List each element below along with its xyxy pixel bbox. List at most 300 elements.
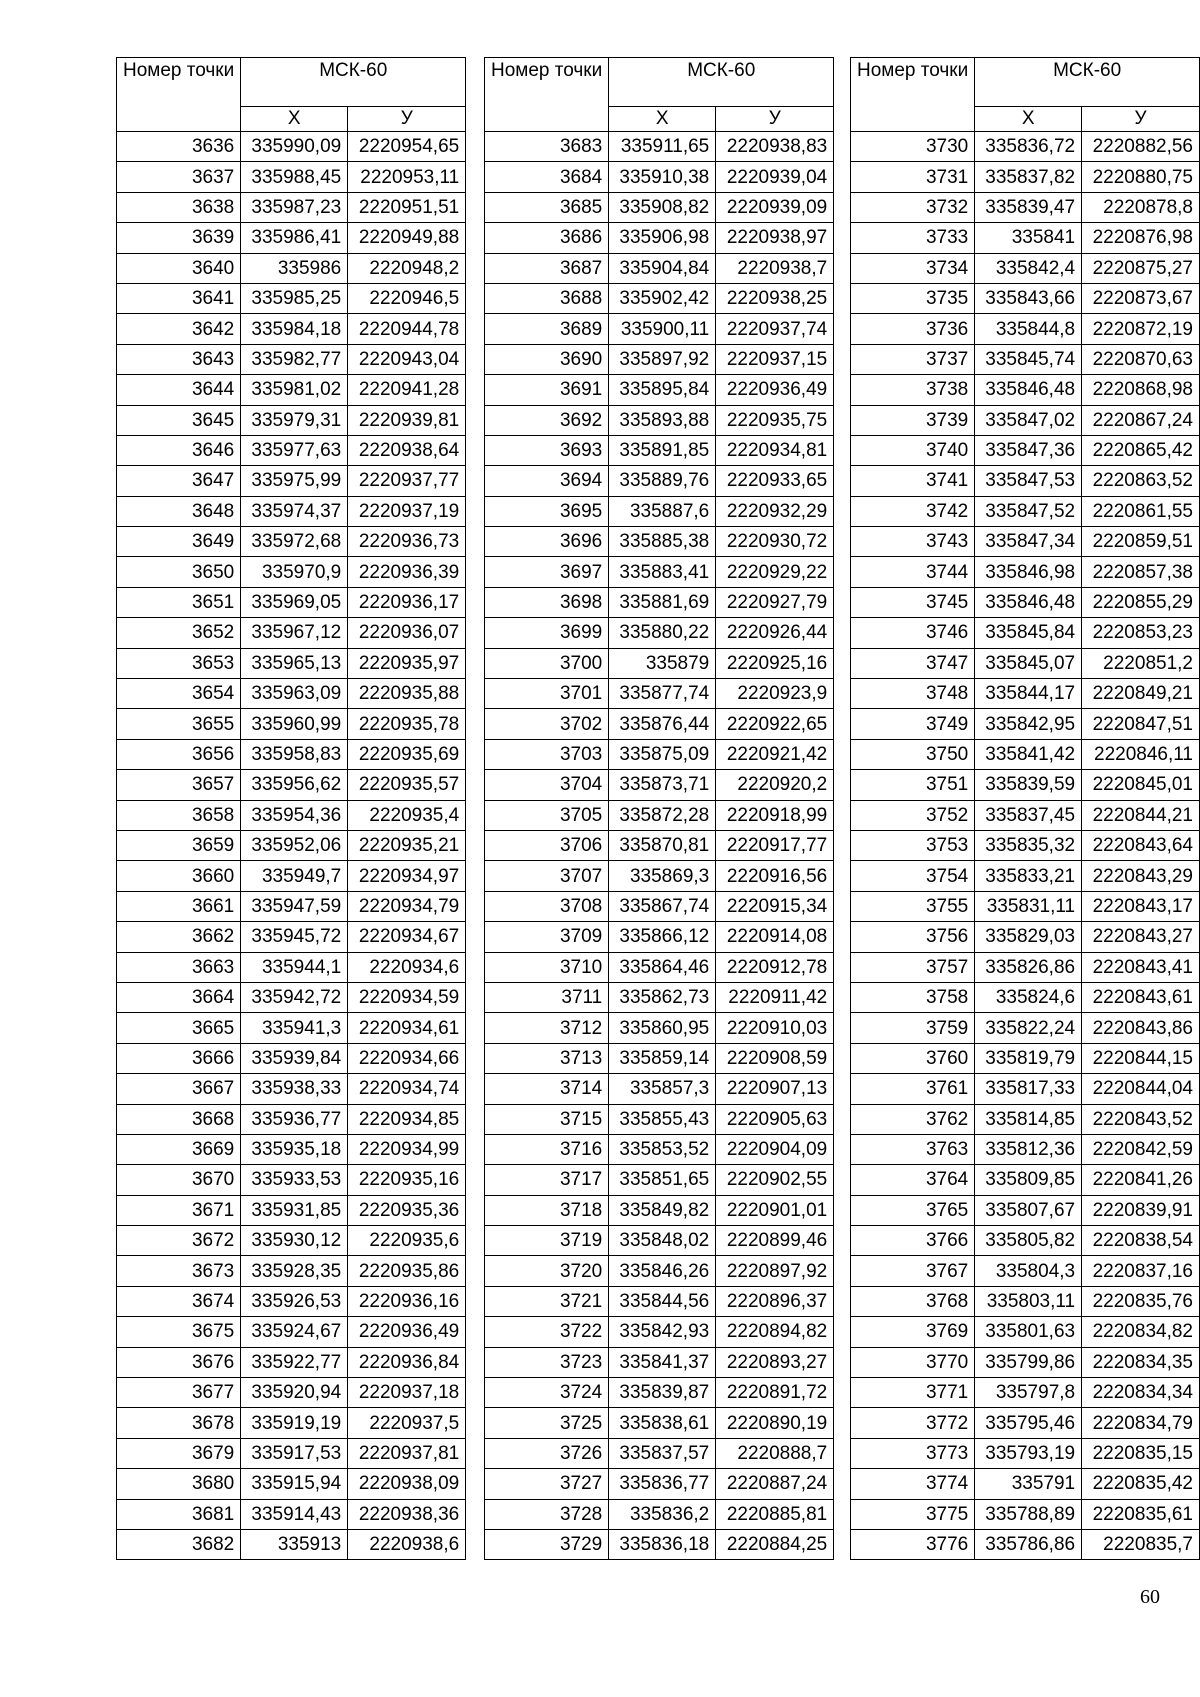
point-number-cell: 3692 — [485, 405, 609, 435]
point-number-cell: 3644 — [117, 375, 241, 405]
y-coordinate-cell: 2220890,19 — [716, 1408, 834, 1438]
y-coordinate-cell: 2220935,16 — [348, 1165, 466, 1195]
point-number-cell: 3722 — [485, 1317, 609, 1347]
table-row — [117, 192, 466, 222]
y-coordinate-cell: 2220843,64 — [1082, 830, 1200, 860]
table-row — [851, 618, 1200, 648]
point-number-cell: 3762 — [851, 1104, 975, 1134]
y-coordinate-cell: 2220935,21 — [348, 830, 466, 860]
x-coordinate-cell: 335844,8 — [975, 314, 1082, 344]
point-number-cell: 3764 — [851, 1165, 975, 1195]
point-number-cell: 3720 — [485, 1256, 609, 1286]
point-number-cell: 3728 — [485, 1499, 609, 1529]
y-coordinate-cell: 2220937,19 — [348, 496, 466, 526]
x-coordinate-cell: 335914,43 — [241, 1499, 348, 1529]
x-coordinate-cell: 335824,6 — [975, 982, 1082, 1012]
table-row — [485, 1104, 834, 1134]
y-coordinate-cell: 2220925,16 — [716, 648, 834, 678]
x-coordinate-cell: 335835,32 — [975, 830, 1082, 860]
table-row — [117, 1499, 466, 1529]
x-coordinate-cell: 335837,45 — [975, 800, 1082, 830]
y-coordinate-cell: 2220844,15 — [1082, 1043, 1200, 1073]
x-coordinate-cell: 335969,05 — [241, 587, 348, 617]
table-row — [485, 770, 834, 800]
x-coordinate-cell: 335786,86 — [975, 1529, 1082, 1559]
y-coordinate-cell: 2220930,72 — [716, 527, 834, 557]
y-coordinate-cell: 2220935,78 — [348, 709, 466, 739]
table-row — [851, 679, 1200, 709]
x-coordinate-cell: 335809,85 — [975, 1165, 1082, 1195]
point-number-cell: 3734 — [851, 253, 975, 283]
y-coordinate-cell: 2220949,88 — [348, 223, 466, 253]
x-coordinate-cell: 335822,24 — [975, 1013, 1082, 1043]
table-row — [485, 1286, 834, 1316]
x-column-header: X — [241, 107, 348, 132]
table-row — [485, 952, 834, 982]
point-number-cell: 3766 — [851, 1226, 975, 1256]
x-coordinate-cell: 335919,19 — [241, 1408, 348, 1438]
point-number-cell: 3769 — [851, 1317, 975, 1347]
y-coordinate-cell: 2220923,9 — [716, 679, 834, 709]
y-coordinate-cell: 2220876,98 — [1082, 223, 1200, 253]
x-coordinate-cell: 335985,25 — [241, 283, 348, 313]
point-number-cell: 3639 — [117, 223, 241, 253]
table-row — [117, 1408, 466, 1438]
point-number-cell: 3735 — [851, 283, 975, 313]
point-number-cell: 3706 — [485, 830, 609, 860]
point-number-cell: 3636 — [117, 132, 241, 162]
point-number-cell: 3657 — [117, 770, 241, 800]
y-coordinate-cell: 2220834,35 — [1082, 1347, 1200, 1377]
x-coordinate-cell: 335841 — [975, 223, 1082, 253]
y-coordinate-cell: 2220839,91 — [1082, 1195, 1200, 1225]
table-row — [851, 1438, 1200, 1468]
x-column-header: X — [609, 107, 716, 132]
y-coordinate-cell: 2220953,11 — [348, 162, 466, 192]
y-coordinate-cell: 2220934,99 — [348, 1134, 466, 1164]
point-number-cell: 3676 — [117, 1347, 241, 1377]
table-row — [851, 314, 1200, 344]
y-coordinate-cell: 2220935,57 — [348, 770, 466, 800]
x-coordinate-cell: 335938,33 — [241, 1074, 348, 1104]
table-row — [117, 405, 466, 435]
point-number-cell: 3683 — [485, 132, 609, 162]
point-number-cell: 3726 — [485, 1438, 609, 1468]
y-coordinate-cell: 2220907,13 — [716, 1074, 834, 1104]
point-number-cell: 3738 — [851, 375, 975, 405]
point-number-cell: 3740 — [851, 435, 975, 465]
table-row — [485, 132, 834, 162]
table-row — [485, 830, 834, 860]
x-coordinate-cell: 335862,73 — [609, 982, 716, 1012]
y-coordinate-cell: 2220882,56 — [1082, 132, 1200, 162]
x-coordinate-cell: 335990,09 — [241, 132, 348, 162]
point-number-cell: 3752 — [851, 800, 975, 830]
table-row — [485, 1165, 834, 1195]
y-coordinate-cell: 2220846,11 — [1082, 739, 1200, 769]
point-number-cell: 3661 — [117, 891, 241, 921]
point-number-cell: 3665 — [117, 1013, 241, 1043]
table-row — [851, 1104, 1200, 1134]
table-row — [117, 375, 466, 405]
y-coordinate-cell: 2220855,29 — [1082, 587, 1200, 617]
x-coordinate-cell: 335833,21 — [975, 861, 1082, 891]
x-coordinate-cell: 335917,53 — [241, 1438, 348, 1468]
x-coordinate-cell: 335924,67 — [241, 1317, 348, 1347]
x-coordinate-cell: 335883,41 — [609, 557, 716, 587]
point-number-cell: 3652 — [117, 618, 241, 648]
point-number-cell: 3770 — [851, 1347, 975, 1377]
x-coordinate-cell: 335847,36 — [975, 435, 1082, 465]
table-row — [117, 344, 466, 374]
x-coordinate-cell: 335845,74 — [975, 344, 1082, 374]
y-coordinate-cell: 2220835,15 — [1082, 1438, 1200, 1468]
table-row — [117, 1013, 466, 1043]
x-coordinate-cell: 335963,09 — [241, 679, 348, 709]
x-coordinate-cell: 335944,1 — [241, 952, 348, 982]
y-coordinate-cell: 2220927,79 — [716, 587, 834, 617]
y-coordinate-cell: 2220917,77 — [716, 830, 834, 860]
x-coordinate-cell: 335981,02 — [241, 375, 348, 405]
point-number-cell: 3710 — [485, 952, 609, 982]
point-number-cell: 3671 — [117, 1195, 241, 1225]
table-row — [117, 1043, 466, 1073]
point-number-cell: 3686 — [485, 223, 609, 253]
table-row — [485, 709, 834, 739]
point-number-cell: 3655 — [117, 709, 241, 739]
y-coordinate-cell: 2220938,64 — [348, 435, 466, 465]
y-coordinate-cell: 2220936,49 — [348, 1317, 466, 1347]
point-number-cell: 3772 — [851, 1408, 975, 1438]
y-coordinate-cell: 2220845,01 — [1082, 770, 1200, 800]
x-coordinate-cell: 335837,57 — [609, 1438, 716, 1468]
point-number-cell: 3678 — [117, 1408, 241, 1438]
table-row — [485, 527, 834, 557]
table-row — [851, 1074, 1200, 1104]
y-coordinate-cell: 2220891,72 — [716, 1378, 834, 1408]
point-number-cell: 3746 — [851, 618, 975, 648]
point-number-cell: 3714 — [485, 1074, 609, 1104]
point-number-cell: 3662 — [117, 922, 241, 952]
table-row — [117, 1347, 466, 1377]
point-number-cell: 3760 — [851, 1043, 975, 1073]
point-number-cell: 3637 — [117, 162, 241, 192]
y-coordinate-cell: 2220861,55 — [1082, 496, 1200, 526]
y-coordinate-cell: 2220937,77 — [348, 466, 466, 496]
y-coordinate-cell: 2220938,09 — [348, 1469, 466, 1499]
x-coordinate-cell: 335986,41 — [241, 223, 348, 253]
table-row — [851, 1165, 1200, 1195]
table-row — [485, 1195, 834, 1225]
point-number-cell: 3759 — [851, 1013, 975, 1043]
table-row — [485, 1529, 834, 1559]
point-number-cell: 3745 — [851, 587, 975, 617]
point-number-cell: 3753 — [851, 830, 975, 860]
x-coordinate-cell: 335836,2 — [609, 1499, 716, 1529]
x-coordinate-cell: 335842,93 — [609, 1317, 716, 1347]
y-coordinate-cell: 2220926,44 — [716, 618, 834, 648]
table-row — [485, 1408, 834, 1438]
y-coordinate-cell: 2220908,59 — [716, 1043, 834, 1073]
y-coordinate-cell: 2220841,26 — [1082, 1165, 1200, 1195]
table-row — [117, 1469, 466, 1499]
x-coordinate-cell: 335939,84 — [241, 1043, 348, 1073]
y-coordinate-cell: 2220870,63 — [1082, 344, 1200, 374]
table-row — [851, 648, 1200, 678]
x-coordinate-cell: 335879 — [609, 648, 716, 678]
y-coordinate-cell: 2220948,2 — [348, 253, 466, 283]
y-coordinate-cell: 2220872,19 — [1082, 314, 1200, 344]
x-coordinate-cell: 335975,99 — [241, 466, 348, 496]
point-number-cell: 3774 — [851, 1469, 975, 1499]
table-row — [485, 496, 834, 526]
table-row — [851, 1529, 1200, 1559]
point-number-cell: 3717 — [485, 1165, 609, 1195]
y-coordinate-cell: 2220899,46 — [716, 1226, 834, 1256]
y-coordinate-cell: 2220851,2 — [1082, 648, 1200, 678]
table-row — [851, 1378, 1200, 1408]
y-coordinate-cell: 2220837,16 — [1082, 1256, 1200, 1286]
point-number-cell: 3773 — [851, 1438, 975, 1468]
table-row — [485, 1043, 834, 1073]
table-row — [485, 982, 834, 1012]
x-coordinate-cell: 335848,02 — [609, 1226, 716, 1256]
x-coordinate-cell: 335911,65 — [609, 132, 716, 162]
x-coordinate-cell: 335928,35 — [241, 1256, 348, 1286]
table-row — [117, 952, 466, 982]
table-row — [117, 618, 466, 648]
point-number-cell: 3673 — [117, 1256, 241, 1286]
point-number-cell: 3765 — [851, 1195, 975, 1225]
coordinate-system-header: МСК-60 — [609, 58, 834, 107]
y-coordinate-cell: 2220941,28 — [348, 375, 466, 405]
table-row — [851, 1286, 1200, 1316]
y-coordinate-cell: 2220936,39 — [348, 557, 466, 587]
point-number-cell: 3704 — [485, 770, 609, 800]
x-coordinate-cell: 335799,86 — [975, 1347, 1082, 1377]
y-coordinate-cell: 2220934,6 — [348, 952, 466, 982]
point-number-cell: 3743 — [851, 527, 975, 557]
table-row — [851, 800, 1200, 830]
x-coordinate-cell: 335829,03 — [975, 922, 1082, 952]
x-coordinate-cell: 335982,77 — [241, 344, 348, 374]
x-coordinate-cell: 335841,42 — [975, 739, 1082, 769]
y-coordinate-cell: 2220937,15 — [716, 344, 834, 374]
table-row — [485, 891, 834, 921]
y-coordinate-cell: 2220936,17 — [348, 587, 466, 617]
point-number-cell: 3689 — [485, 314, 609, 344]
x-coordinate-cell: 335795,46 — [975, 1408, 1082, 1438]
x-coordinate-cell: 335844,56 — [609, 1286, 716, 1316]
y-coordinate-cell: 2220893,27 — [716, 1347, 834, 1377]
x-coordinate-cell: 335839,87 — [609, 1378, 716, 1408]
point-number-cell: 3739 — [851, 405, 975, 435]
x-coordinate-cell: 335972,68 — [241, 527, 348, 557]
point-number-cell: 3761 — [851, 1074, 975, 1104]
y-coordinate-cell: 2220835,7 — [1082, 1529, 1200, 1559]
y-coordinate-cell: 2220935,4 — [348, 800, 466, 830]
point-number-cell: 3684 — [485, 162, 609, 192]
y-coordinate-cell: 2220835,61 — [1082, 1499, 1200, 1529]
point-number-cell: 3690 — [485, 344, 609, 374]
table-row — [485, 253, 834, 283]
x-coordinate-cell: 335842,95 — [975, 709, 1082, 739]
x-coordinate-cell: 335974,37 — [241, 496, 348, 526]
y-coordinate-cell: 2220896,37 — [716, 1286, 834, 1316]
table-row — [851, 435, 1200, 465]
x-coordinate-cell: 335906,98 — [609, 223, 716, 253]
point-number-header: Номер точки — [117, 58, 241, 132]
point-number-cell: 3679 — [117, 1438, 241, 1468]
x-coordinate-cell: 335941,3 — [241, 1013, 348, 1043]
table-row — [117, 891, 466, 921]
x-coordinate-cell: 335872,28 — [609, 800, 716, 830]
x-coordinate-cell: 335819,79 — [975, 1043, 1082, 1073]
y-coordinate-cell: 2220838,54 — [1082, 1226, 1200, 1256]
table-row — [485, 1317, 834, 1347]
y-coordinate-cell: 2220935,86 — [348, 1256, 466, 1286]
table-row — [117, 922, 466, 952]
y-coordinate-cell: 2220936,84 — [348, 1347, 466, 1377]
y-coordinate-cell: 2220934,61 — [348, 1013, 466, 1043]
point-number-cell: 3654 — [117, 679, 241, 709]
table-row — [851, 1226, 1200, 1256]
table-row — [485, 1378, 834, 1408]
table-row — [485, 800, 834, 830]
y-coordinate-cell: 2220884,25 — [716, 1529, 834, 1559]
point-number-cell: 3747 — [851, 648, 975, 678]
point-number-header: Номер точки — [485, 58, 609, 132]
x-coordinate-cell: 335801,63 — [975, 1317, 1082, 1347]
y-coordinate-cell: 2220954,65 — [348, 132, 466, 162]
x-coordinate-cell: 335952,06 — [241, 830, 348, 860]
point-number-cell: 3725 — [485, 1408, 609, 1438]
point-number-cell: 3708 — [485, 891, 609, 921]
x-coordinate-cell: 335954,36 — [241, 800, 348, 830]
x-coordinate-cell: 335807,67 — [975, 1195, 1082, 1225]
y-coordinate-cell: 2220934,66 — [348, 1043, 466, 1073]
y-coordinate-cell: 2220934,74 — [348, 1074, 466, 1104]
table-row — [117, 283, 466, 313]
y-coordinate-cell: 2220857,38 — [1082, 557, 1200, 587]
point-number-cell: 3646 — [117, 435, 241, 465]
x-column-header: X — [975, 107, 1082, 132]
x-coordinate-cell: 335847,34 — [975, 527, 1082, 557]
x-coordinate-cell: 335851,65 — [609, 1165, 716, 1195]
table-row — [485, 192, 834, 222]
y-coordinate-cell: 2220843,27 — [1082, 922, 1200, 952]
point-number-cell: 3702 — [485, 709, 609, 739]
coordinates-table-body — [851, 132, 1200, 1560]
point-number-cell: 3699 — [485, 618, 609, 648]
x-coordinate-cell: 335804,3 — [975, 1256, 1082, 1286]
point-number-cell: 3750 — [851, 739, 975, 769]
table-row — [485, 344, 834, 374]
table-row — [485, 922, 834, 952]
y-coordinate-cell: 2220935,69 — [348, 739, 466, 769]
y-coordinate-cell: 2220910,03 — [716, 1013, 834, 1043]
point-number-cell: 3723 — [485, 1347, 609, 1377]
y-coordinate-cell: 2220911,42 — [716, 982, 834, 1012]
x-coordinate-cell: 335837,82 — [975, 162, 1082, 192]
table-row — [851, 1317, 1200, 1347]
x-coordinate-cell: 335846,48 — [975, 587, 1082, 617]
y-coordinate-cell: 2220936,16 — [348, 1286, 466, 1316]
point-number-cell: 3757 — [851, 952, 975, 982]
table-row — [117, 739, 466, 769]
table-row — [851, 192, 1200, 222]
point-number-cell: 3670 — [117, 1165, 241, 1195]
table-row — [485, 861, 834, 891]
point-number-cell: 3711 — [485, 982, 609, 1012]
y-coordinate-cell: 2220868,98 — [1082, 375, 1200, 405]
point-number-cell: 3659 — [117, 830, 241, 860]
x-coordinate-cell: 335913 — [241, 1529, 348, 1559]
point-number-cell: 3712 — [485, 1013, 609, 1043]
point-number-cell: 3756 — [851, 922, 975, 952]
table-row — [117, 223, 466, 253]
y-coordinate-cell: 2220951,51 — [348, 192, 466, 222]
y-coordinate-cell: 2220935,36 — [348, 1195, 466, 1225]
table-row — [851, 922, 1200, 952]
table-row — [485, 1013, 834, 1043]
table-row — [117, 1317, 466, 1347]
coordinate-system-header: МСК-60 — [241, 58, 466, 107]
x-coordinate-cell: 335853,52 — [609, 1134, 716, 1164]
x-coordinate-cell: 335960,99 — [241, 709, 348, 739]
x-coordinate-cell: 335880,22 — [609, 618, 716, 648]
y-coordinate-cell: 2220937,74 — [716, 314, 834, 344]
y-coordinate-cell: 2220938,83 — [716, 132, 834, 162]
table-row — [851, 1013, 1200, 1043]
y-coordinate-cell: 2220888,7 — [716, 1438, 834, 1468]
x-coordinate-cell: 335915,94 — [241, 1469, 348, 1499]
x-coordinate-cell: 335836,77 — [609, 1469, 716, 1499]
x-coordinate-cell: 335839,59 — [975, 770, 1082, 800]
point-number-cell: 3754 — [851, 861, 975, 891]
point-number-cell: 3700 — [485, 648, 609, 678]
x-coordinate-cell: 335846,26 — [609, 1256, 716, 1286]
table-row — [117, 1195, 466, 1225]
y-coordinate-cell: 2220834,34 — [1082, 1378, 1200, 1408]
y-coordinate-cell: 2220912,78 — [716, 952, 834, 982]
y-coordinate-cell: 2220905,63 — [716, 1104, 834, 1134]
y-coordinate-cell: 2220902,55 — [716, 1165, 834, 1195]
point-number-cell: 3651 — [117, 587, 241, 617]
table-row — [117, 557, 466, 587]
table-row — [117, 527, 466, 557]
x-coordinate-cell: 335920,94 — [241, 1378, 348, 1408]
point-number-cell: 3687 — [485, 253, 609, 283]
y-coordinate-cell: 2220878,8 — [1082, 192, 1200, 222]
table-row — [117, 861, 466, 891]
y-coordinate-cell: 2220934,85 — [348, 1104, 466, 1134]
table-row — [851, 952, 1200, 982]
y-coordinate-cell: 2220934,79 — [348, 891, 466, 921]
point-number-cell: 3763 — [851, 1134, 975, 1164]
y-coordinate-cell: 2220849,21 — [1082, 679, 1200, 709]
y-coordinate-cell: 2220937,81 — [348, 1438, 466, 1468]
x-coordinate-cell: 335869,3 — [609, 861, 716, 891]
y-coordinate-cell: 2220897,92 — [716, 1256, 834, 1286]
table-row — [117, 1378, 466, 1408]
coordinates-table-body — [485, 132, 834, 1560]
x-coordinate-cell: 335897,92 — [609, 344, 716, 374]
x-coordinate-cell: 335788,89 — [975, 1499, 1082, 1529]
point-number-cell: 3685 — [485, 192, 609, 222]
y-coordinate-cell: 2220887,24 — [716, 1469, 834, 1499]
x-coordinate-cell: 335842,4 — [975, 253, 1082, 283]
